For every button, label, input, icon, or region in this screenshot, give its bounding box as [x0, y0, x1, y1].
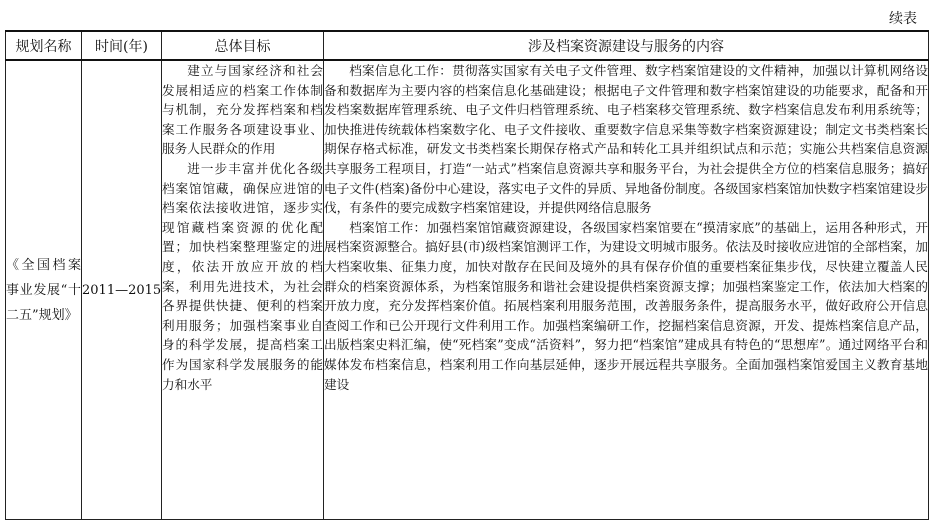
header-overall-goal: 总体目标 — [162, 31, 324, 60]
plan-table — [5, 30, 929, 520]
header-plan-name: 规划名称 — [6, 31, 82, 60]
header-archive-content: 涉及档案资源建设与服务的内容 — [324, 31, 929, 60]
goal-paragraph: 进一步丰富并优化各级档案馆馆藏，确保应进馆的档案依法接收进馆，逐步实现馆藏档案资源的优化配置；加快档案整理鉴定的进度，依法开放应开放的档案，利用先进技术，为社会各界提供快捷、便利的档案利用服务；加强档案事业自身的科学发展，提高档案工作为国家科学发展服务的能力和水平 — [162, 160, 323, 392]
continued-label: 续表 — [889, 11, 917, 27]
content-paragraph-archives: 档案馆工作：加强档案馆馆藏资源建设，各级国家档案馆要在“摸清家底”的基础上，运用各种形式，开展档案资源整合。搞好县(市)级档案馆测评工作，为建设文明城市服务。依法及时接收应进馆的全部档案，加大档案收集、征集力度，加快对散存在民间及境外的具有保存价值的重要档案征集步伐，尽快建立覆盖人民群众的档案资源体系，为档案馆服务和谐社会建设提供档案资源支撑；加强档案鉴定工作，依法加大档案的开放力度，充分发挥档案价值。拓展档案利用服务范围，改善服务条件，提高服务水平，做好政府公开信息查阅工作和已公开现行文件利用工作。加强档案编研工作，挖掘档案信息资源，开发、提炼档案信息产品，出版档案史料汇编，使“死档案”变成“活资料”，努力把“档案馆”建成具有特色的“思想库”。通过网络平台和媒体发布档案信息，档案利用工作向基层延伸，逐步开展远程共享服务。全面加强档案馆爱国主义教育基地建设 — [324, 219, 928, 392]
goal-paragraph: 建立与国家经济和社会发展相适应的档案工作体制与机制，充分发挥档案和档案工作服务各项建设事业、服务人民群众的作用 — [162, 63, 323, 157]
content-paragraph-digitization: 档案信息化工作：贯彻落实国家有关电子文件管理、数字档案馆建设的文件精神，加强以计算机网络设备和数据库为主要内容的档案信息化基础建设；根据电子文件管理和数字档案馆建设的功能要求，配备和开发档案数据库管理系统、电子文件归档管理系统、电子档案移交管理系统、数字档案信息发布利用系统等；加快推进传统载体档案数字化、电子文件接收、重要数字信息采集等数字档案资源建设；制定文书类档案长期保存格式标准，研发文书类档案长期保存格式产品和转化工具并组织试点和示范；实施公共档案信息资源共享服务工程项目，打造“一站式”档案信息资源共享和服务平台，为社会提供全方位的档案信息服务；搞好电子文件(档案)备份中心建设，落实电子文件的异质、异地备份制度。各级国家档案馆加快数字档案馆建设步伐，有条件的要完成数字档案馆建设，并提供网络信息服务 — [324, 63, 928, 216]
goal-cell — [162, 60, 324, 520]
period-cell: 2011—2015 — [82, 60, 162, 520]
content-cell — [324, 60, 929, 520]
plan-name-cell: 《全国档案事业发展“十二五”规划》 — [6, 60, 82, 520]
table-header-row — [6, 31, 929, 60]
table-row — [6, 60, 929, 520]
header-period: 时间(年) — [82, 31, 162, 60]
